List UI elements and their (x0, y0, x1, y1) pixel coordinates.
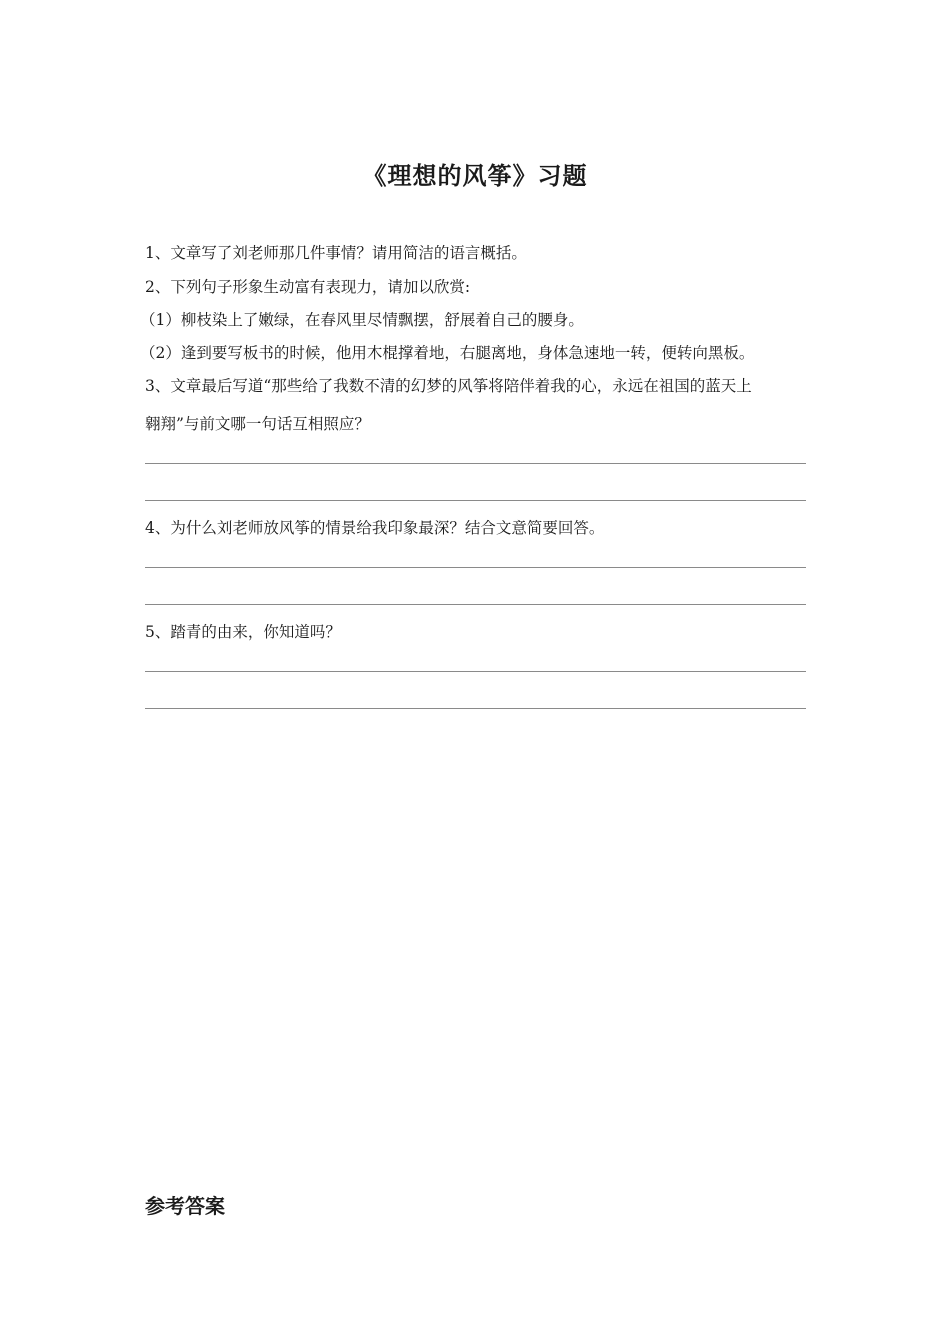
question-3-line-1: 3、文章最后写道“那些给了我数不清的幻梦的风筝将陪伴着我的心，永远在祖国的蓝天上 (145, 377, 752, 395)
question-3-line-2: 翱翔”与前文哪一句话互相照应？ (145, 415, 370, 433)
answers-heading: 参考答案 (145, 1194, 225, 1218)
answer-line (145, 500, 806, 501)
question-4: 4、为什么刘老师放风筝的情景给我印象最深？结合文意简要回答。 (145, 519, 605, 537)
question-2-sentence-2: （2）逢到要写板书的时候，他用木棍撑着地，右腿离地，身体急速地一转，便转向黑板。 (140, 344, 755, 362)
document-title: 《理想的风筝》习题 (362, 161, 588, 190)
answer-line (145, 567, 806, 568)
question-2: 2、下列句子形象生动富有表现力，请加以欣赏: (145, 278, 471, 296)
answer-line (145, 463, 806, 464)
answer-line (145, 671, 806, 672)
answer-line (145, 708, 806, 709)
question-2-sentence-1: （1）柳枝染上了嫩绿，在春风里尽情飘摆，舒展着自己的腰身。 (140, 311, 584, 329)
question-1: 1、文章写了刘老师那几件事情？请用简洁的语言概括。 (145, 244, 527, 262)
answer-line (145, 604, 806, 605)
question-5: 5、踏青的由来，你知道吗？ (145, 623, 341, 641)
